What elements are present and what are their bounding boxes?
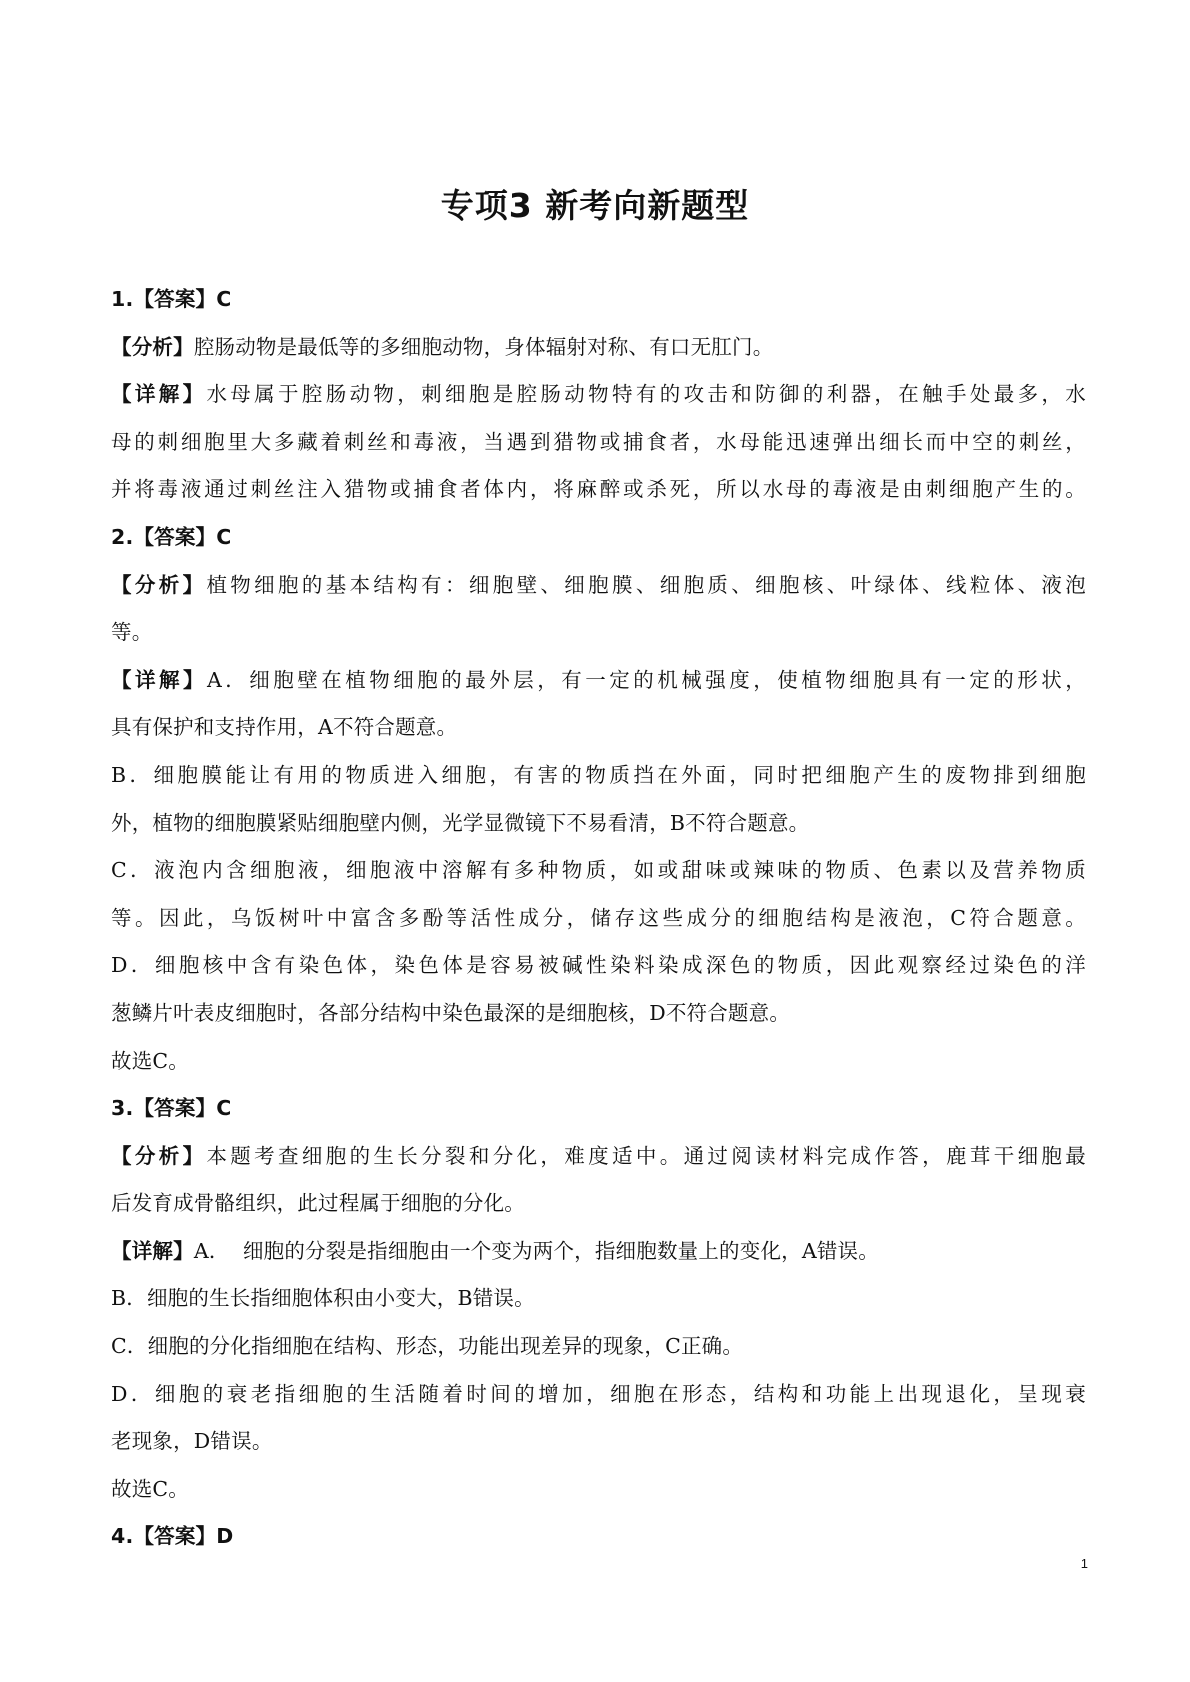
q4-answer-line (111, 1513, 1086, 1561)
q2-detail-a-line-1 (111, 657, 1086, 705)
q3-detail-tag: 【详解】 (111, 1238, 194, 1263)
q2-answer-tag: 【答案】 (133, 524, 217, 549)
q1-analysis-tag: 【分析】 (111, 334, 194, 359)
q1-answer: C (216, 287, 232, 311)
q1-detail-tag: 【详解】 (111, 382, 207, 407)
q3-answer-line (111, 1085, 1086, 1133)
q2-detail-tag: 【详解】 (111, 667, 207, 692)
q1-detail-line-1 (111, 371, 1086, 419)
q1-detail-text-1: 水母属于腔肠动物，刺细胞是腔肠动物特有的攻击和防御的利器，在触手处最多，水 (206, 382, 1086, 407)
q4-answer-tag: 【答案】 (133, 1524, 217, 1549)
page-number: 1 (1080, 1556, 1088, 1571)
q1-detail-line-2: 母的刺细胞里大多藏着刺丝和毒液，当遇到猎物或捕食者，水母能迅速弹出细长而中空的刺丝， (111, 429, 1086, 454)
q3-number: 3. (111, 1096, 134, 1121)
q3-detail-c-line: C．细胞的分化指细胞在结构、形态，功能出现差异的现象，C正确。 (111, 1334, 744, 1359)
q3-detail-d-line-2: 老现象，D错误。 (111, 1429, 273, 1454)
q1-detail-line-3: 并将毒液通过刺丝注入猎物或捕食者体内，将麻醉或杀死，所以水母的毒液是由刺细胞产生的。 (111, 477, 1086, 502)
q3-detail-d-line-1: D．细胞的衰老指细胞的生活随着时间的增加，细胞在形态，结构和功能上出现退化，呈现衰 (111, 1381, 1086, 1406)
q4-number: 4. (111, 1524, 134, 1549)
q2-detail-a-line-2: 具有保护和支持作用，A不符合题意。 (111, 715, 458, 740)
q3-detail-a-line (111, 1228, 1086, 1276)
q2-analysis-line-1 (111, 562, 1086, 610)
q2-analysis-tag: 【分析】 (111, 572, 207, 597)
q3-detail-a-text: A． 细胞的分裂是指细胞由一个变为两个，指细胞数量上的变化，A错误。 (193, 1238, 879, 1263)
q2-detail-b-line-1: B．细胞膜能让有用的物质进入细胞，有害的物质挡在外面，同时把细胞产生的废物排到细胞 (111, 762, 1086, 787)
q1-analysis-text: 腔肠动物是最低等的多细胞动物，身体辐射对称、有口无肛门。 (193, 334, 774, 359)
q3-analysis-line-1 (111, 1133, 1086, 1181)
page-title: 专项3 新考向新题型 (440, 186, 750, 225)
q2-detail-a-text-1: A．细胞壁在植物细胞的最外层，有一定的机械强度，使植物细胞具有一定的形状， (207, 667, 1086, 692)
q2-analysis-text-1: 植物细胞的基本结构有：细胞壁、细胞膜、细胞质、细胞核、叶绿体、线粒体、液泡 (206, 572, 1086, 597)
q1-number: 1. (111, 287, 134, 311)
q3-answer-tag: 【答案】 (133, 1096, 217, 1121)
q1-analysis-line (111, 324, 1086, 372)
q2-answer-line (111, 514, 1086, 562)
q3-conclusion: 故选C。 (111, 1476, 189, 1501)
q2-detail-b-line-2: 外，植物的细胞膜紧贴细胞壁内侧，光学显微镜下不易看清，B不符合题意。 (111, 810, 810, 835)
q2-conclusion: 故选C。 (111, 1048, 189, 1073)
q3-analysis-line-2: 后发育成骨骼组织，此过程属于细胞的分化。 (111, 1191, 525, 1216)
q2-detail-c-line-2: 等。因此，乌饭树叶中富含多酚等活性成分，储存这些成分的细胞结构是液泡，C符合题意。 (111, 905, 1086, 930)
answer-content (111, 276, 1086, 1561)
q2-answer: C (216, 524, 232, 549)
q2-detail-d-line-1: D．细胞核中含有染色体，染色体是容易被碱性染料染成深色的物质，因此观察经过染色的洋 (111, 953, 1086, 978)
q2-detail-d-line-2: 葱鳞片叶表皮细胞时，各部分结构中染色最深的是细胞核，D不符合题意。 (111, 1000, 791, 1025)
q4-answer: D (216, 1524, 234, 1549)
q2-analysis-line-2: 等。 (111, 620, 153, 645)
q3-answer: C (216, 1096, 232, 1121)
q1-answer-line (111, 276, 1086, 324)
q3-detail-b-line: B．细胞的生长指细胞体积由小变大，B错误。 (111, 1286, 535, 1311)
q1-answer-tag: 【答案】 (133, 287, 217, 311)
q2-detail-c-line-1: C．液泡内含细胞液，细胞液中溶解有多种物质，如或甜味或辣味的物质、色素以及营养物质 (111, 858, 1086, 883)
q3-analysis-tag: 【分析】 (111, 1143, 207, 1168)
q2-number: 2. (111, 524, 134, 549)
q3-analysis-text-1: 本题考查细胞的生长分裂和分化，难度适中。通过阅读材料完成作答，鹿茸干细胞最 (206, 1143, 1086, 1168)
